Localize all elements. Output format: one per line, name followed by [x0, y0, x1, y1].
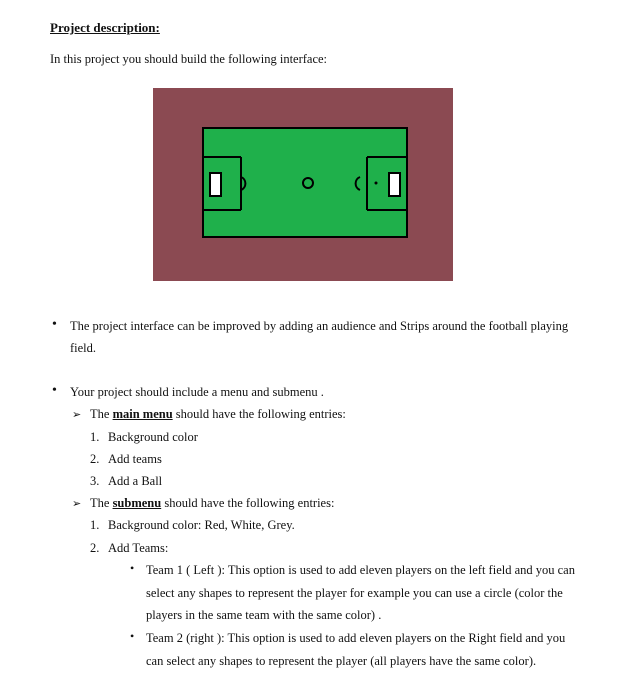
- submenu-prefix: The: [90, 496, 110, 510]
- submenu-suffix: should have the following entries:: [164, 496, 335, 510]
- bullet-icon: •: [52, 383, 57, 398]
- submenu-line: [90, 496, 334, 511]
- main-menu-suffix: should have the following entries:: [175, 407, 346, 421]
- team2-line2: can select any shapes to represent the player (all players have the same color).: [146, 654, 537, 668]
- right-goal: [389, 173, 400, 196]
- project-heading: Project description:: [50, 20, 160, 35]
- team1-line3: players in the same team with the same color) .: [146, 608, 382, 622]
- list-item-number: 3.: [90, 474, 100, 488]
- list-item-number: 2.: [90, 541, 100, 555]
- list-item-number: 1.: [90, 430, 100, 444]
- right-penalty-spot: [375, 182, 378, 185]
- main-menu-entry: Add teams: [108, 452, 162, 466]
- main-menu-line: [90, 407, 346, 422]
- submenu-entry: Background color: Red, White, Grey.: [108, 518, 295, 532]
- intro-text: In this project you should build the following interface:: [50, 52, 328, 66]
- bullet1-line1: The project interface can be improved by adding an audience and Strips around the football playing: [70, 319, 569, 333]
- main-menu-entry: Add a Ball: [108, 474, 163, 488]
- main-menu-entry: Background color: [108, 430, 198, 444]
- list-item-number: 1.: [90, 518, 100, 532]
- bullet-icon: •: [130, 561, 135, 575]
- main-menu-prefix: The: [90, 407, 110, 421]
- submenu-entry: Add Teams:: [108, 541, 169, 555]
- arrow-bullet-icon: ➢: [72, 409, 82, 421]
- team1-line1: Team 1 ( Left ): This option is used to add eleven players on the left field and you can: [146, 563, 575, 577]
- submenu-keyword: submenu: [112, 496, 162, 510]
- bullet1-line2: field.: [70, 341, 97, 355]
- football-field-drawing: [153, 88, 453, 281]
- main-menu-keyword: main menu: [112, 407, 173, 421]
- arrow-bullet-icon: ➢: [72, 498, 82, 510]
- list-item-number: 2.: [90, 452, 100, 466]
- bullet-icon: •: [130, 629, 135, 643]
- team1-line2: select any shapes to represent the player for example you can use a circle (color the: [146, 586, 563, 600]
- left-goal: [210, 173, 221, 196]
- team2-line1: Team 2 (right ): This option is used to add eleven players on the Right field and you: [146, 631, 566, 645]
- bullet-icon: •: [52, 317, 57, 332]
- bullet2-text: Your project should include a menu and submenu .: [70, 385, 324, 399]
- football-field-figure: [153, 88, 453, 281]
